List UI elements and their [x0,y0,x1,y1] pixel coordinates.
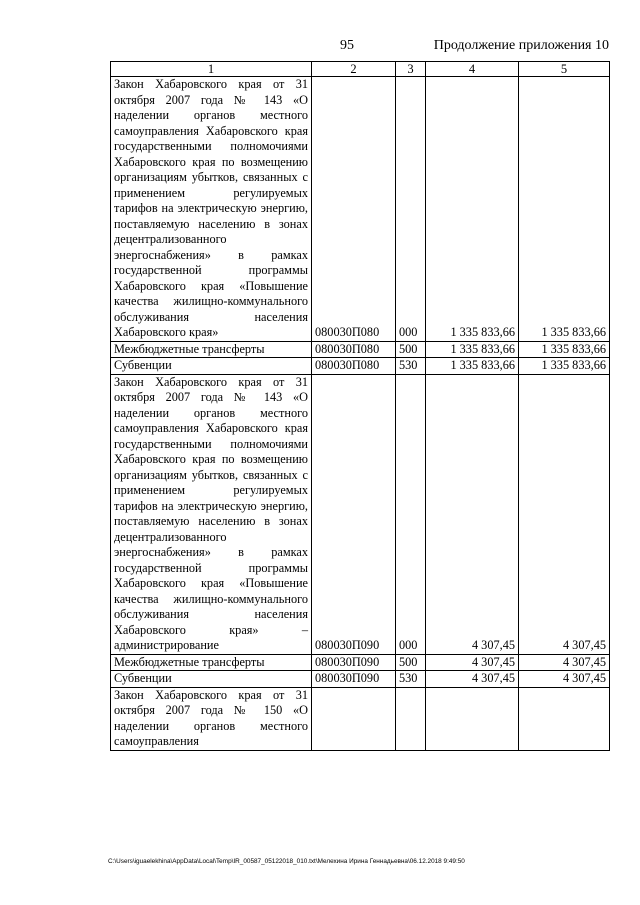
page-number: 95 [340,38,354,53]
row-sum-2: 1 335 833,66 [519,77,610,342]
row-sum-2 [519,687,610,750]
row-code: 080030П080 [312,341,396,358]
row-expense-type: 000 [396,374,426,654]
row-sum-2: 1 335 833,66 [519,341,610,358]
row-code: 080030П090 [312,654,396,671]
row-sum-1: 4 307,45 [426,654,519,671]
table-header-row [111,62,610,77]
row-expense-type: 500 [396,654,426,671]
row-expense-type: 530 [396,671,426,688]
row-code: 080030П080 [312,358,396,375]
budget-table [110,61,610,751]
row-code: 080030П080 [312,77,396,342]
table-row [111,358,610,375]
table-row [111,341,610,358]
document-path-footer: C:\Users\iguaelekhina\AppData\Local\Temp\IR_00587_05122018_010.txt\Мелехина Ирина Геннадьевна\06.12.2018 9:49:50 [108,858,465,865]
row-expense-type: 530 [396,358,426,375]
row-sum-2: 4 307,45 [519,654,610,671]
row-name: Субвенции [111,671,312,688]
table-row [111,687,610,750]
row-name: Межбюджетные трансферты [111,341,312,358]
column-header: 2 [312,62,396,77]
column-header: 4 [426,62,519,77]
column-header: 5 [519,62,610,77]
table-row [111,654,610,671]
row-code [312,687,396,750]
row-expense-type: 000 [396,77,426,342]
appendix-continuation: Продолжение приложения 10 [433,38,609,53]
row-sum-2: 4 307,45 [519,671,610,688]
table-row [111,671,610,688]
row-name: Закон Хабаровского края от 31 октября 2007 года № 150 «О наделении органов местного самоуправления [111,687,312,750]
column-header: 3 [396,62,426,77]
column-header: 1 [111,62,312,77]
row-name: Межбюджетные трансферты [111,654,312,671]
row-name: Закон Хабаровского края от 31 октября 2007 года № 143 «О наделении органов местного самоуправления Хабаровского края государственными полномочиями Хабаровского края по возмещению организациям убытков, связанных с применением регулируемых тарифов на электрическую энергию, поставляемую населению в зонах децентрализованного энергоснабжения» в рамках государственной программы Хабаровского края «Повышение качества жилищно-коммунального обслуживания населения Хабаровского края» – администрирование [111,374,312,654]
row-sum-1: 4 307,45 [426,671,519,688]
row-expense-type: 500 [396,341,426,358]
row-sum-1: 1 335 833,66 [426,77,519,342]
row-name: Субвенции [111,358,312,375]
table-row [111,77,610,342]
table-row [111,374,610,654]
row-expense-type [396,687,426,750]
row-sum-1: 1 335 833,66 [426,358,519,375]
row-sum-1: 4 307,45 [426,374,519,654]
row-code: 080030П090 [312,374,396,654]
row-code: 080030П090 [312,671,396,688]
row-sum-2: 1 335 833,66 [519,358,610,375]
row-sum-1 [426,687,519,750]
row-name: Закон Хабаровского края от 31 октября 2007 года № 143 «О наделении органов местного самоуправления Хабаровского края государственными полномочиями Хабаровского края по возмещению организациям убытков, связанных с применением регулируемых тарифов на электрическую энергию, поставляемую населению в зонах децентрализованного энергоснабжения» в рамках государственной программы Хабаровского края «Повышение качества жилищно-коммунального обслуживания населения Хабаровского края» [111,77,312,342]
row-sum-2: 4 307,45 [519,374,610,654]
row-sum-1: 1 335 833,66 [426,341,519,358]
